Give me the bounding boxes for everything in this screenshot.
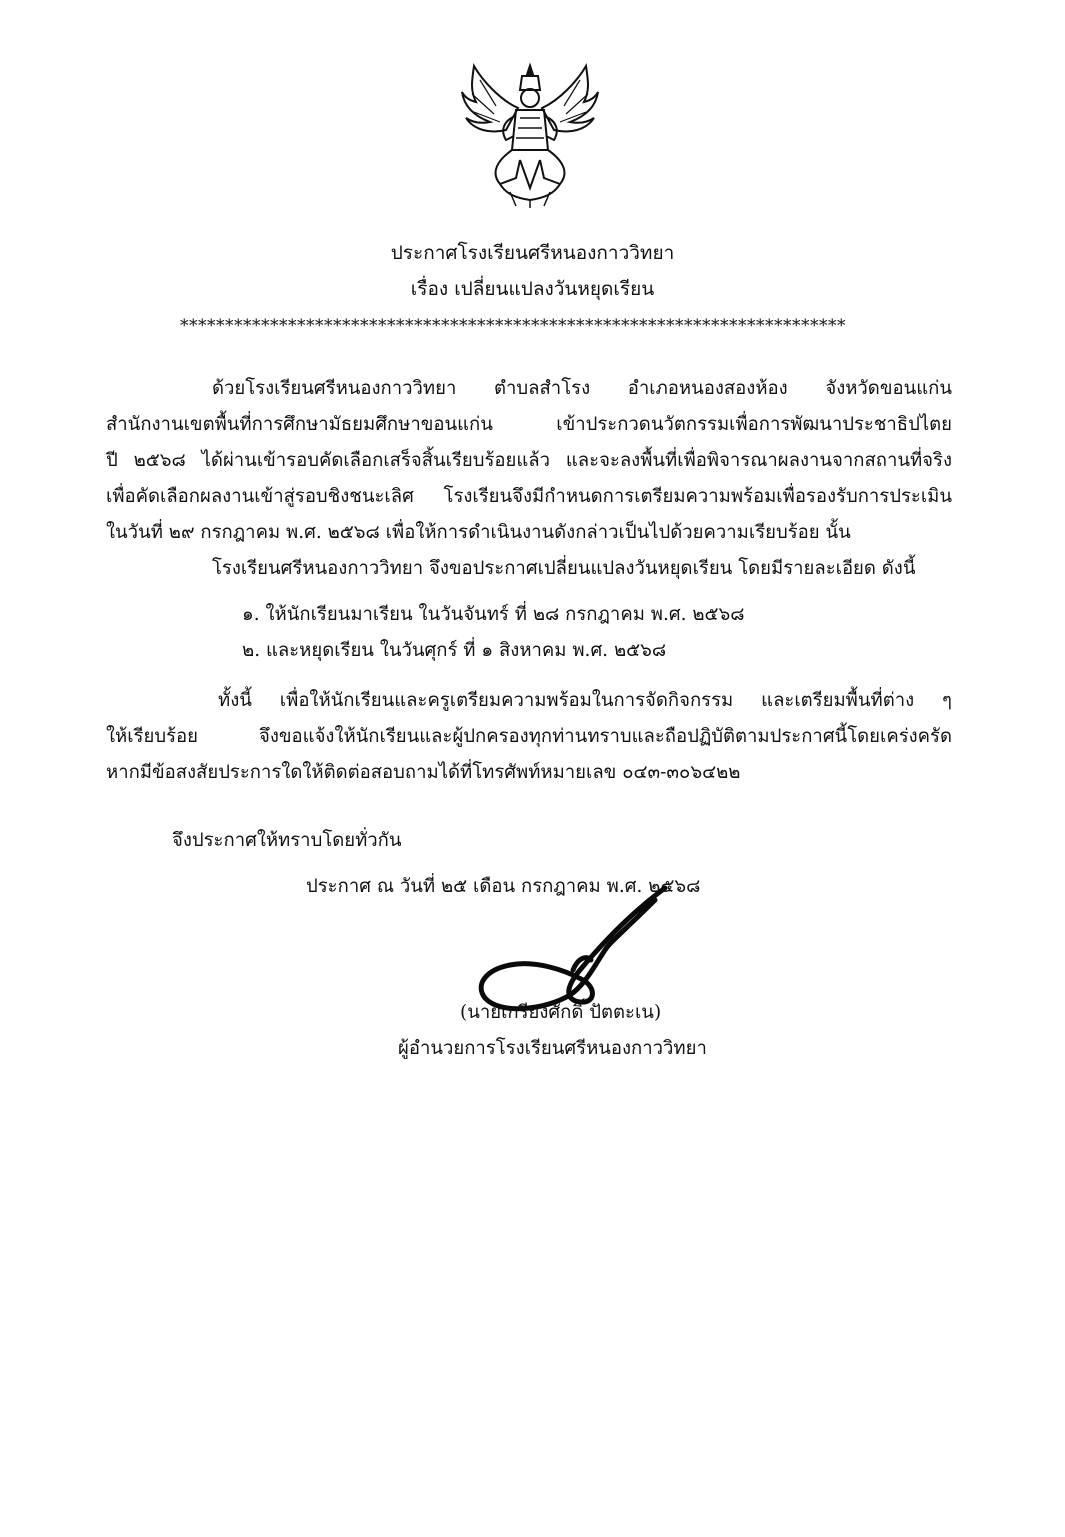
- paragraph-line: หากมีข้อสงสัยประการใดให้ติดต่อสอบถามได้ที่โทรศัพท์หมายเลข ๐๔๓-๓๐๖๔๒๒: [106, 762, 741, 783]
- announcement-date: ประกาศ ณ วันที่ ๒๕ เดือน กรกฎาคม พ.ศ. ๒๕๖๘: [306, 876, 701, 897]
- announcement-title: ประกาศโรงเรียนศรีหนองกาววิทยา: [390, 242, 675, 264]
- paragraph-line: ด้วยโรงเรียนศรีหนองกาววิทยา ตำบลสำโรง อำเภอหนองสองห้อง จังหวัดขอนแก่น: [212, 378, 952, 399]
- list-item: ๒. และหยุดเรียน ในวันศุกร์ ที่ ๑ สิงหาคม พ.ศ. ๒๕๖๘: [242, 640, 667, 661]
- paragraph-line: ทั้งนี้ เพื่อให้นักเรียนและครูเตรียมความพร้อมในการจัดกิจกรรม และเตรียมพื้นที่ต่าง ๆ: [218, 690, 952, 711]
- list-item: ๑. ให้นักเรียนมาเรียน ในวันจันทร์ ที่ ๒๘ กรกฎาคม พ.ศ. ๒๕๖๘: [242, 604, 745, 625]
- paragraph-line: เพื่อคัดเลือกผลงานเข้าสู่รอบชิงชนะเลิศ โรงเรียนจึงมีกำหนดการเตรียมความพร้อมเพื่อรองรับการประเมิน: [106, 486, 952, 507]
- paragraph-line: สำนักงานเขตพื้นที่การศึกษามัธยมศึกษาขอนแก่น เข้าประกวดนวัตกรรมเพื่อการพัฒนาประชาธิปไตย: [106, 414, 952, 435]
- signer-name: (นายเกรียงศักดิ์ ปัตตะเน): [460, 1002, 662, 1023]
- closing-announce: จึงประกาศให้ทราบโดยทั่วกัน: [172, 830, 402, 851]
- separator-line: **************************************************************************: [180, 316, 846, 336]
- paragraph-line: โรงเรียนศรีหนองกาววิทยา จึงขอประกาศเปลี่ยนแปลงวันหยุดเรียน โดยมีรายละเอียด ดังนี้: [212, 558, 916, 579]
- signer-title: ผู้อำนวยการโรงเรียนศรีหนองกาววิทยา: [398, 1038, 707, 1059]
- paragraph-line: ในวันที่ ๒๙ กรกฎาคม พ.ศ. ๒๕๖๘ เพื่อให้การดำเนินงานดังกล่าวเป็นไปด้วยความเรียบร้อย นั้น: [106, 522, 851, 543]
- paragraph-line: ให้เรียบร้อย จึงขอแจ้งให้นักเรียนและผู้ปกครองทุกท่านทราบและถือปฏิบัติตามประกาศนี้โดยเคร่งครัด: [106, 726, 952, 747]
- paragraph-line: ปี ๒๕๖๘ ได้ผ่านเข้ารอบคัดเลือกเสร็จสิ้นเรียบร้อยแล้ว และจะลงพื้นที่เพื่อพิจารณาผลงานจากสถานที่จริง: [106, 450, 952, 471]
- announcement-subject: เรื่อง เปลี่ยนแปลงวันหยุดเรียน: [410, 278, 655, 300]
- garuda-emblem-icon: [460, 60, 600, 210]
